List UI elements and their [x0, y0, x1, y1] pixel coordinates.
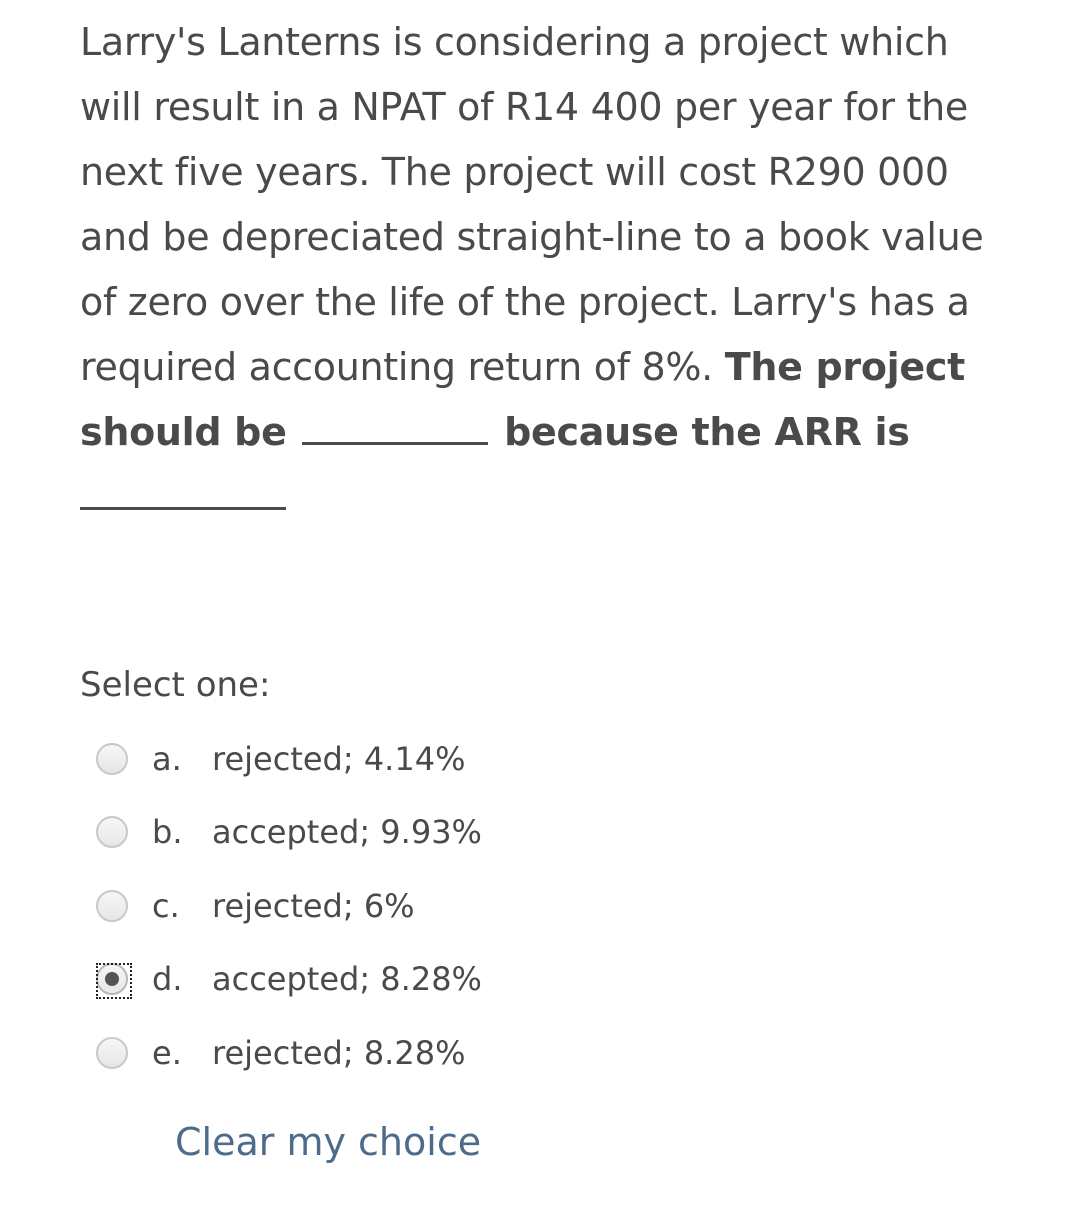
question-body: Larry's Lanterns is considering a project which will result in a NPAT of R14 400 per year for the next five years. The project will cost R290 000 and be depreciated straight-line to a book value of zero over the life of the project. Larry's has a required accounting return of 8%.: [80, 20, 984, 389]
focus-outline: [96, 963, 132, 999]
radio-button-c[interactable]: [96, 890, 128, 922]
radio-button-e[interactable]: [96, 1037, 128, 1069]
option-letter: b.: [152, 813, 183, 852]
option-label[interactable]: accepted; 9.93%: [212, 813, 482, 852]
radio-button-b[interactable]: [96, 816, 128, 848]
radio-button-d-selected[interactable]: [96, 963, 128, 995]
option-c[interactable]: [96, 869, 796, 943]
question-bold-part1: The project should be: [80, 345, 965, 454]
option-letter: a.: [152, 739, 182, 778]
option-label[interactable]: rejected; 4.14%: [212, 739, 466, 778]
answer-blank-1: [302, 402, 488, 445]
option-label[interactable]: rejected; 6%: [212, 886, 415, 925]
option-label[interactable]: rejected; 8.28%: [212, 1033, 466, 1072]
option-label[interactable]: accepted; 8.28%: [212, 960, 482, 999]
answer-blank-2: [80, 467, 286, 510]
question-text: [80, 10, 1000, 530]
option-e[interactable]: [96, 1016, 796, 1090]
option-letter: e.: [152, 1033, 182, 1072]
option-b[interactable]: [96, 796, 796, 870]
option-letter: c.: [152, 886, 180, 925]
option-a[interactable]: [96, 722, 796, 796]
option-d[interactable]: [96, 943, 796, 1017]
select-one-prompt: Select one:: [80, 665, 271, 705]
answer-options: [96, 722, 796, 1090]
clear-choice-link[interactable]: Clear my choice: [175, 1120, 482, 1164]
question-bold-part2: because the ARR is: [504, 410, 910, 454]
option-letter: d.: [152, 960, 183, 999]
radio-button-a[interactable]: [96, 743, 128, 775]
